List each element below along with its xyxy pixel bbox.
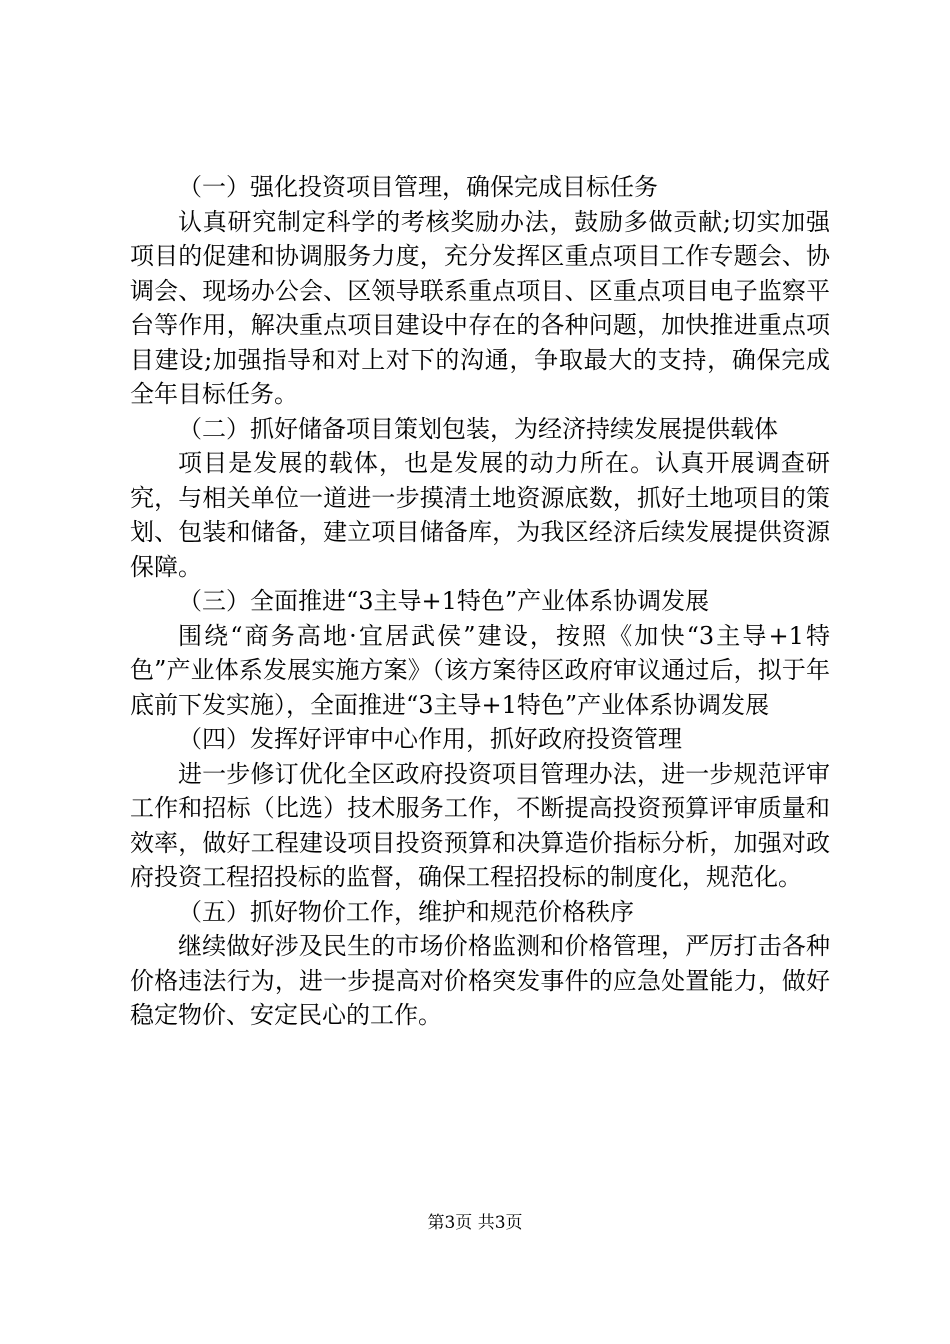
section-paragraph-1: 认真研究制定科学的考核奖励办法，鼓励多做贡献;切实加强项目的促建和协调服务力度，充分发挥区重点项目工作专题会、协调会、现场办公会、区领导联系重点项目、区重点项目电子监察平台等作用，解决重点项目建设中存在的各种问题，加快推进重点项目建设;加强指导和对上对下的沟通，争取最大的支持，确保完成全年目标任务。: [130, 207, 830, 408]
section-paragraph-2: 项目是发展的载体，也是发展的动力所在。认真开展调查研究，与相关单位一道进一步摸清土地资源底数，抓好土地项目的策划、包装和储备，建立项目储备库，为我区经济后续发展提供资源保障。: [130, 449, 830, 581]
section-heading-3: （三）全面推进“3主导+1特色”产业体系协调发展: [178, 587, 710, 615]
page-number-footer: 第3页 共3页: [427, 1213, 523, 1233]
section-paragraph-3: 围绕“商务高地·宜居武侯”建设，按照《加快“3主导+1特色”产业体系发展实施方案》（该方案待区政府审议通过后，拟于年底前下发实施），全面推进“3主导+1特色”产业体系协调发展: [130, 621, 830, 719]
section-heading-5: （五）抓好物价工作，维护和规范价格秩序: [178, 897, 634, 926]
section-paragraph-5: 继续做好涉及民生的市场价格监测和价格管理，严厉打击各种价格违法行为，进一步提高对价格突发事件的应急处置能力，做好稳定物价、安定民心的工作。: [130, 932, 830, 1029]
section-heading-4: （四）发挥好评审中心作用，抓好政府投资管理: [178, 725, 682, 753]
section-heading-2: （二）抓好储备项目策划包装，为经济持续发展提供载体: [178, 414, 778, 443]
document-body: [130, 170, 830, 1033]
section-paragraph-4: 进一步修订优化全区政府投资项目管理办法，进一步规范评审工作和招标（比选）技术服务工作，不断提高投资预算评审质量和效率，做好工程建设项目投资预算和决算造价指标分析，加强对政府投资工程招投标的监督，确保工程招投标的制度化，规范化。: [130, 759, 830, 891]
section-heading-1: （一）强化投资项目管理，确保完成目标任务: [178, 173, 658, 201]
